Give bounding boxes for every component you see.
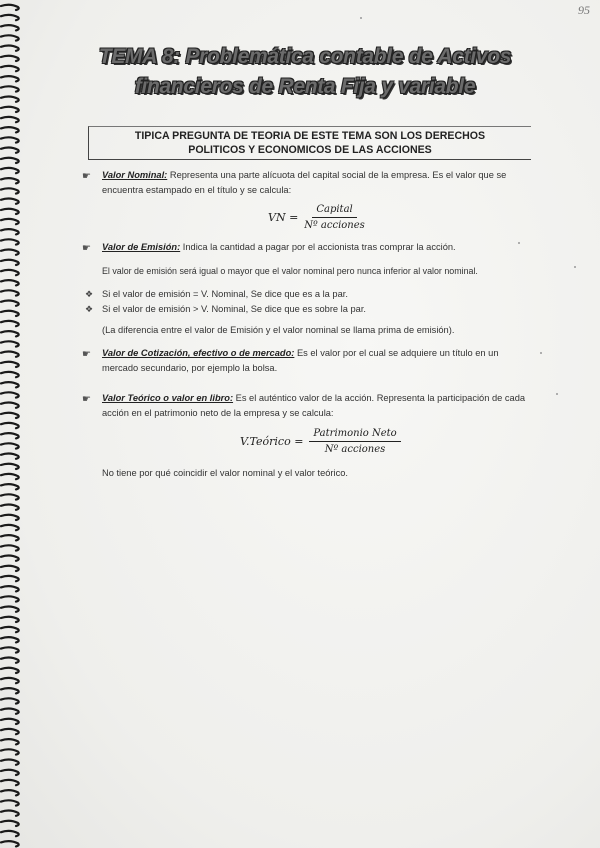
spiral-coil <box>1 331 19 336</box>
spiral-coil <box>1 137 19 142</box>
spiral-coil <box>1 668 19 673</box>
spiral-coil <box>1 688 19 693</box>
question-box <box>88 126 531 160</box>
teorico-text: Es el auténtico valor de la acción. Representa la participación de cada acción en el patrimonio neto de la empresa y se calcula: <box>102 393 526 418</box>
spiral-coil <box>1 658 19 663</box>
spiral-coil <box>1 362 19 367</box>
spiral-coil <box>1 117 19 122</box>
scan-speck <box>360 17 362 19</box>
emision-text: Indica la cantidad a pagar por el accionista tras comprar la acción. <box>180 242 456 252</box>
teorico-closing: No tiene por qué coincidir el valor nominal y el valor teórico. <box>102 468 348 478</box>
spiral-coil <box>1 505 19 510</box>
spiral-coil <box>1 800 19 805</box>
spiral-coil <box>1 97 19 102</box>
spiral-coil <box>1 709 19 714</box>
spiral-coil <box>1 739 19 744</box>
scan-speck <box>518 242 520 244</box>
nominal-fraction <box>304 204 365 231</box>
spiral-coil <box>1 403 19 408</box>
question-line-1: TIPICA PREGUNTA DE TEORIA DE ESTE TEMA SON LOS DERECHOS <box>134 130 486 142</box>
nominal-text: Representa una parte alícuota del capital social de la empresa. Es el valor que se encuentra estampado en el título y se calcula: <box>102 170 507 195</box>
spiral-coil <box>1 46 19 51</box>
spiral-coil <box>1 301 19 306</box>
cotizacion-section <box>82 346 532 376</box>
spiral-coil <box>1 209 19 214</box>
teorico-lead: Valor Teórico o valor en libro: <box>102 393 234 403</box>
spiral-coil <box>1 250 19 255</box>
spiral-coil <box>1 372 19 377</box>
emision-bullet-1-text: Si el valor de emisión = V. Nominal, Se dice que es a la par. <box>102 289 348 299</box>
spiral-coil <box>1 790 19 795</box>
spiral-coil <box>1 545 19 550</box>
spiral-coil <box>1 413 19 418</box>
spiral-coil <box>1 311 19 316</box>
spiral-coil <box>1 239 19 244</box>
spiral-coil <box>1 607 19 612</box>
spiral-coil <box>1 515 19 520</box>
emision-bullet-2-text: Si el valor de emisión > V. Nominal, Se dice que es sobre la par. <box>102 304 366 314</box>
hand-pointer-icon: ☛ <box>82 349 91 360</box>
emision-bullet-1 <box>85 287 532 302</box>
spiral-coil <box>1 352 19 357</box>
spiral-coil <box>1 678 19 683</box>
spiral-coil <box>1 219 19 224</box>
teorico-fraction-den: Nº acciones <box>324 444 386 455</box>
spiral-coil <box>1 341 19 346</box>
spiral-coil <box>1 464 19 469</box>
spiral-coil <box>1 15 19 20</box>
spiral-coil <box>1 35 19 40</box>
nominal-lead: Valor Nominal: <box>102 170 168 180</box>
spiral-coil <box>1 66 19 71</box>
scan-speck <box>556 393 558 395</box>
nominal-fraction-den: Nº acciones <box>304 220 365 231</box>
spiral-coil <box>1 627 19 632</box>
spiral-coil <box>1 25 19 30</box>
spiral-coil <box>1 841 19 846</box>
spiral-coil <box>1 148 19 153</box>
spiral-coil <box>1 566 19 571</box>
diamond-bullet-icon: ❖ <box>85 304 94 314</box>
spiral-coil <box>1 525 19 530</box>
spiral-coil <box>1 617 19 622</box>
spiral-coil <box>1 178 19 183</box>
title-line-1: TEMA 8: Problemática contable de Activos <box>98 45 512 68</box>
spiral-coil <box>1 5 19 10</box>
cotizacion-lead: Valor de Cotización, efectivo o de mercado: <box>102 348 295 358</box>
hand-pointer-icon: ☛ <box>82 394 91 405</box>
spiral-coil <box>1 637 19 642</box>
teorico-fraction <box>309 428 400 455</box>
spiral-coil <box>1 586 19 591</box>
spiral-coil <box>1 270 19 275</box>
spiral-coil <box>1 698 19 703</box>
spiral-coil <box>1 107 19 112</box>
spiral-coil <box>1 811 19 816</box>
spiral-coil <box>1 229 19 234</box>
spiral-coil <box>1 321 19 326</box>
spiral-coil <box>1 749 19 754</box>
scan-speck <box>540 352 542 354</box>
spiral-coil <box>1 719 19 724</box>
hand-pointer-icon: ☛ <box>82 171 91 182</box>
cotizacion-text: Es el valor por el cual se adquiere un título en un mercado secundario, por ejemplo la bolsa. <box>102 348 499 373</box>
spiral-coil <box>1 780 19 785</box>
spiral-coil <box>1 168 19 173</box>
spiral-coil <box>1 494 19 499</box>
emision-bullet-2 <box>85 302 532 317</box>
teorico-formula-lhs: V.Teórico = <box>240 435 304 448</box>
spiral-coil <box>1 290 19 295</box>
spiral-coil <box>1 382 19 387</box>
spiral-coil <box>1 760 19 765</box>
spiral-coil <box>1 821 19 826</box>
spiral-coil <box>1 423 19 428</box>
spiral-coil <box>1 647 19 652</box>
spiral-binding <box>0 0 30 848</box>
diamond-bullet-icon: ❖ <box>85 289 94 299</box>
teorico-fraction-num: Patrimonio Neto <box>309 428 400 442</box>
nominal-fraction-num: Capital <box>312 204 356 218</box>
nominal-section <box>82 168 532 198</box>
spiral-coil <box>1 260 19 265</box>
spiral-coil <box>1 474 19 479</box>
spiral-coil <box>1 484 19 489</box>
spiral-coil <box>1 433 19 438</box>
teorico-section <box>82 391 532 421</box>
spiral-coil <box>1 556 19 561</box>
question-line-2: POLITICOS Y ECONOMICOS DE LAS ACCIONES <box>188 144 432 156</box>
emision-line2: El valor de emisión será igual o mayor que el valor nominal pero nunca inferior al valor nominal. <box>102 266 478 276</box>
spiral-coil <box>1 596 19 601</box>
emision-section <box>82 240 532 255</box>
spiral-coil <box>1 188 19 193</box>
emision-lead: Valor de Emisión: <box>102 242 181 252</box>
nominal-formula-lhs: VN = <box>268 211 299 224</box>
spiral-coil <box>1 127 19 132</box>
scan-speck <box>574 266 576 268</box>
spiral-coil <box>1 454 19 459</box>
spiral-coil <box>1 729 19 734</box>
spiral-coil <box>1 392 19 397</box>
spiral-coil <box>1 76 19 81</box>
spiral-coil <box>1 576 19 581</box>
spiral-coil <box>1 86 19 91</box>
spiral-coil <box>1 56 19 61</box>
spiral-coil <box>1 158 19 163</box>
spiral-coil <box>1 280 19 285</box>
spiral-coil <box>1 770 19 775</box>
title-line-2: financieros de Renta Fija y variable <box>134 75 476 98</box>
spiral-coil <box>1 831 19 836</box>
page-number: 95 <box>578 3 590 17</box>
spiral-coil <box>1 199 19 204</box>
page-title <box>70 42 540 102</box>
teorico-formula <box>240 428 401 455</box>
nominal-formula <box>268 204 365 231</box>
spiral-coil <box>1 535 19 540</box>
spiral-coil <box>1 443 19 448</box>
hand-pointer-icon: ☛ <box>82 243 91 254</box>
emision-note: (La diferencia entre el valor de Emisión y el valor nominal se llama prima de emisión). <box>102 325 455 335</box>
